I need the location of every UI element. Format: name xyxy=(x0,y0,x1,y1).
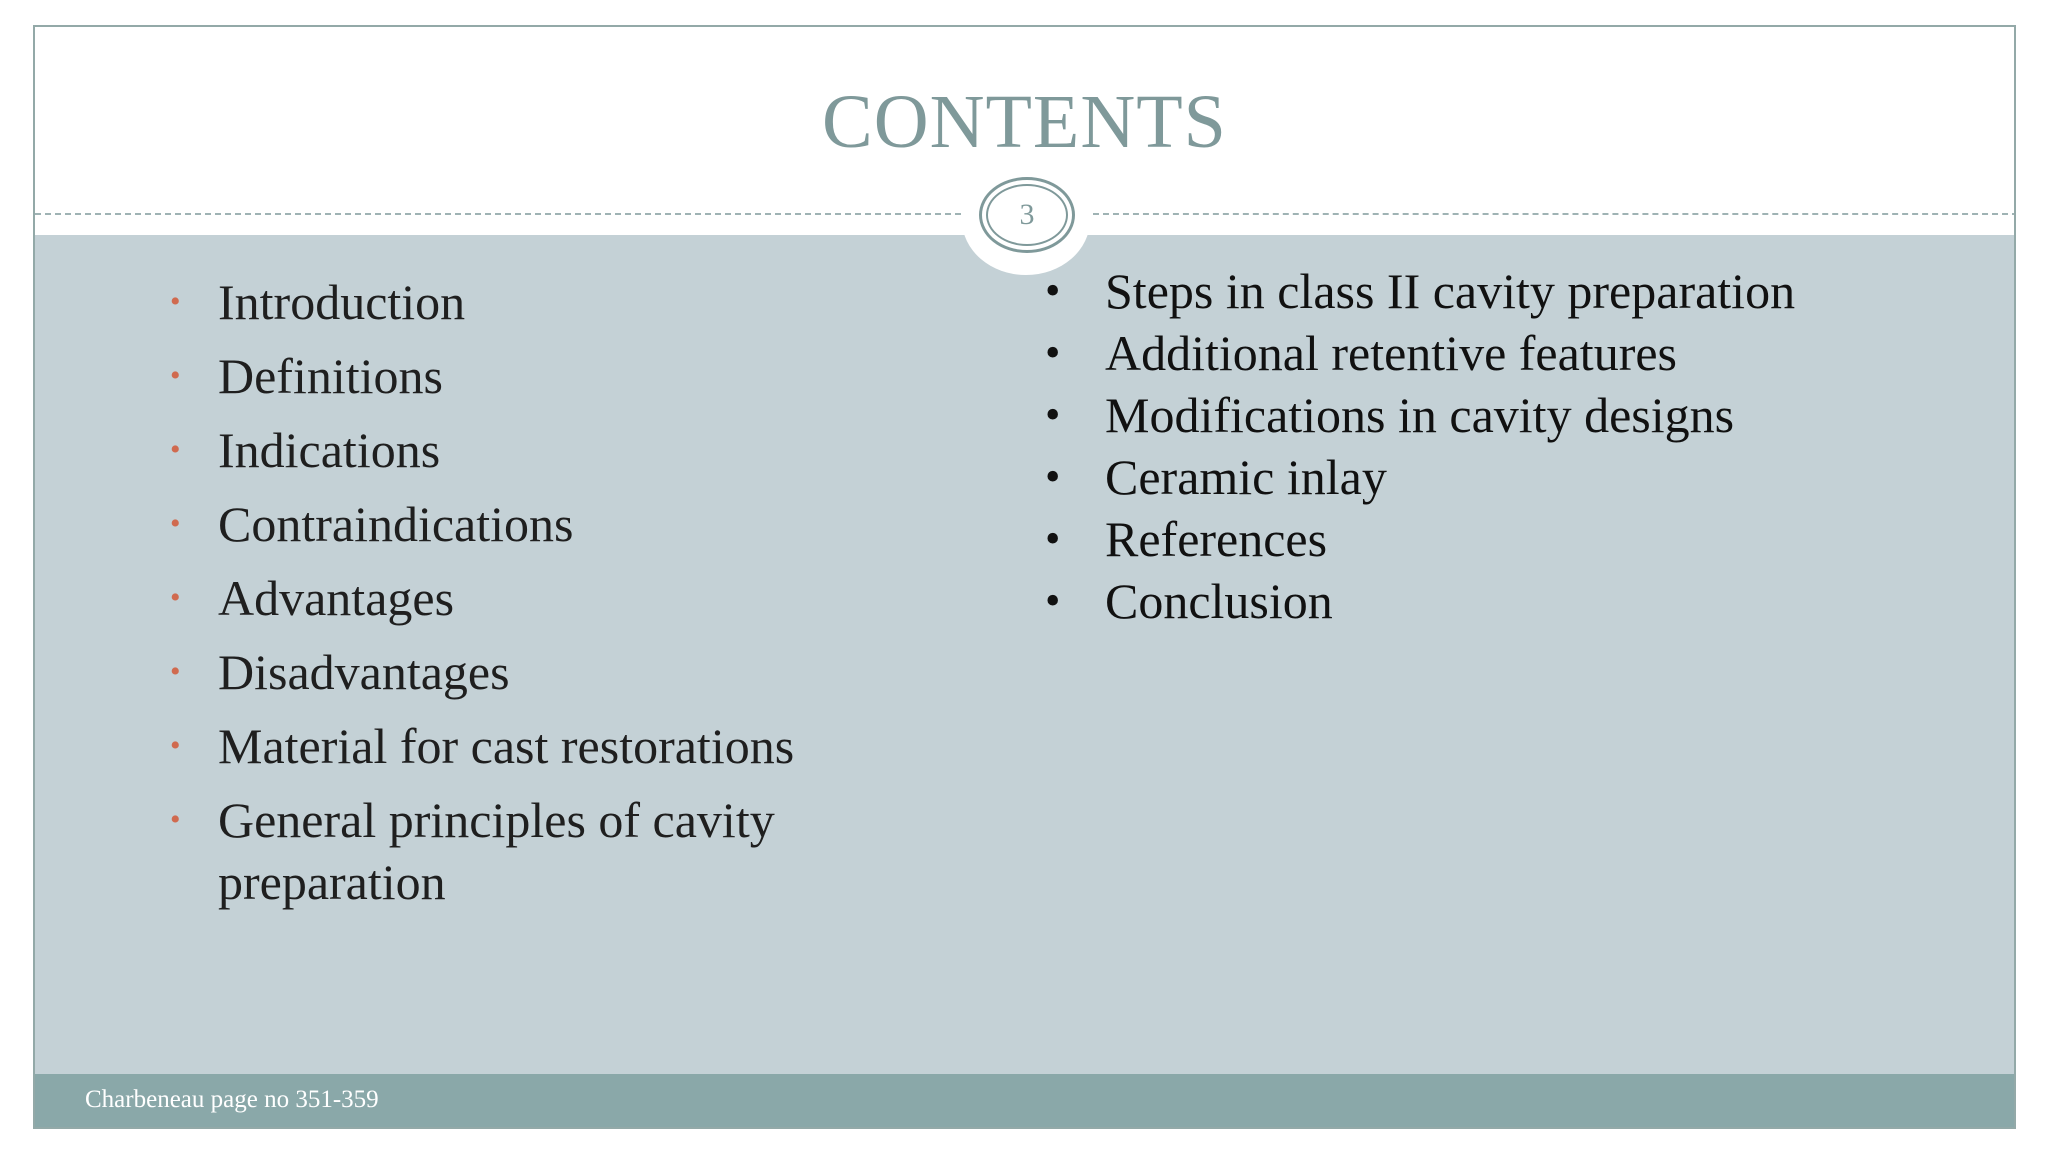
list-item xyxy=(165,271,925,333)
list-item xyxy=(165,493,925,555)
list-item-label: Conclusion xyxy=(1105,573,1333,629)
list-item xyxy=(165,567,925,629)
list-item xyxy=(165,641,925,703)
bullet-icon: • xyxy=(1045,266,1061,315)
list-item-label: Modifications in cavity designs xyxy=(1105,387,1735,443)
bullet-icon: • xyxy=(170,729,181,762)
list-item-label: Ceramic inlay xyxy=(1105,449,1387,505)
footer-citation: Charbeneau page no 351-359 xyxy=(85,1086,379,1113)
list-item-label: References xyxy=(1105,511,1328,567)
bullet-icon: • xyxy=(170,655,181,688)
list-item xyxy=(165,715,925,777)
list-item xyxy=(165,345,925,407)
bullet-icon: • xyxy=(170,507,181,540)
bullet-icon: • xyxy=(1045,452,1061,501)
bullet-icon: • xyxy=(170,803,181,836)
slide-footer xyxy=(35,1074,2014,1127)
bullet-icon: • xyxy=(1045,576,1061,625)
list-item xyxy=(165,789,925,913)
list-item xyxy=(1045,570,2005,632)
list-item-label: Definitions xyxy=(218,348,443,404)
header-divider-right xyxy=(1093,213,2016,215)
bullet-icon: • xyxy=(1045,390,1061,439)
list-item-label: Introduction xyxy=(218,274,466,330)
list-item xyxy=(1045,446,2005,508)
bullet-icon: • xyxy=(170,581,181,614)
bullet-icon: • xyxy=(170,433,181,466)
slide-title: CONTENTS xyxy=(822,80,1227,164)
list-item-label: General principles of cavity preparation xyxy=(218,792,775,910)
list-item-label: Material for cast restorations xyxy=(218,718,795,774)
list-item xyxy=(1045,384,2005,446)
contents-list-left xyxy=(165,271,925,925)
slide xyxy=(33,25,2016,1129)
list-item xyxy=(1045,322,2005,384)
list-item-label: Steps in class II cavity preparation xyxy=(1105,263,1796,319)
list-item-label: Contraindications xyxy=(218,496,574,552)
list-item-label: Disadvantages xyxy=(218,644,510,700)
page-number: 3 xyxy=(986,184,1068,246)
list-item xyxy=(1045,260,2005,322)
bullet-icon: • xyxy=(1045,328,1061,377)
list-item xyxy=(1045,508,2005,570)
contents-list-right xyxy=(1045,260,2005,632)
list-item-label: Indications xyxy=(218,422,441,478)
bullet-icon: • xyxy=(170,285,181,318)
list-item-label: Advantages xyxy=(218,570,455,626)
bullet-icon: • xyxy=(1045,514,1061,563)
list-item xyxy=(165,419,925,481)
bullet-icon: • xyxy=(170,359,181,392)
header-divider-left xyxy=(35,213,961,215)
list-item-label: Additional retentive features xyxy=(1105,325,1677,381)
